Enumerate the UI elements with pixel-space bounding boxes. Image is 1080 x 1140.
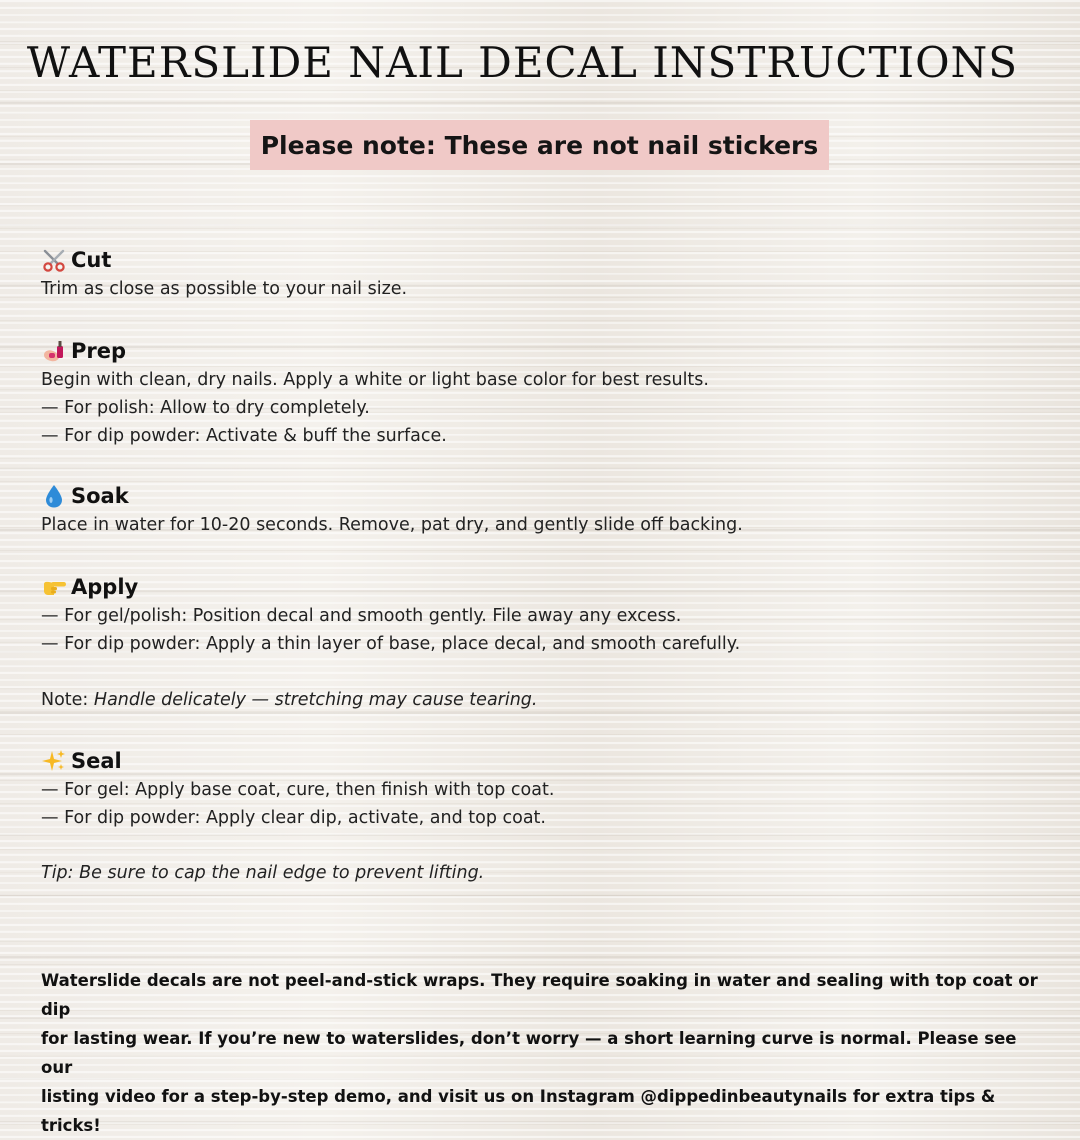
section-heading [41, 245, 1041, 275]
pointing-hand-icon [41, 574, 67, 600]
instruction-line: Place in water for 10-20 seconds. Remove, pat dry, and gently slide off backing. [41, 515, 743, 535]
footer-line: for lasting wear. If you’re new to waterslides, don’t worry — a short learning curve is normal. Please see our [41, 1029, 1017, 1077]
instruction-line: Begin with clean, dry nails. Apply a white or light base color for best results. [41, 370, 709, 390]
section-heading [41, 481, 1041, 511]
instruction-line: — For polish: Allow to dry completely. [41, 398, 370, 418]
scissors-icon [41, 247, 67, 273]
section-seal [41, 746, 1041, 887]
sparkles-icon [41, 748, 67, 774]
water-droplet-icon [41, 483, 67, 509]
instruction-line: — For gel: Apply base coat, cure, then finish with top coat. [41, 780, 555, 800]
page-title: WATERSLIDE NAIL DECAL INSTRUCTIONS [26, 38, 1019, 87]
section-heading [41, 746, 1041, 776]
instruction-line: — For gel/polish: Position decal and smooth gently. File away any excess. [41, 606, 682, 626]
note-label: Note: [41, 690, 89, 710]
instruction-line: Trim as close as possible to your nail size. [41, 279, 408, 299]
section-title: Seal [71, 749, 122, 773]
instruction-line: — For dip powder: Apply a thin layer of base, place decal, and smooth carefully. [41, 634, 741, 654]
instruction-line: — For dip powder: Apply clear dip, activate, and top coat. [41, 808, 546, 828]
section-title: Soak [71, 484, 129, 508]
nail-polish-icon [41, 338, 67, 364]
note-line [41, 686, 1041, 714]
footer-paragraph [41, 966, 1051, 1140]
section-soak [41, 481, 1041, 539]
section-cut [41, 245, 1041, 303]
tip-line: Tip: Be sure to cap the nail edge to prevent lifting. [41, 863, 485, 883]
section-heading [41, 572, 1041, 602]
section-title: Cut [71, 248, 112, 272]
section-title: Prep [71, 339, 127, 363]
section-apply [41, 572, 1041, 714]
footer-line: listing video for a step-by-step demo, and visit us on Instagram @dippedinbeautynails for extra tips & tricks! [41, 1087, 996, 1135]
instruction-line: — For dip powder: Activate & buff the surface. [41, 426, 447, 446]
section-prep [41, 336, 1041, 450]
section-title: Apply [71, 575, 139, 599]
section-heading [41, 336, 1041, 366]
note-text: Handle delicately — stretching may cause tearing. [93, 690, 538, 710]
notice-banner: Please note: These are not nail stickers [250, 120, 829, 170]
footer-line: Waterslide decals are not peel-and-stick wraps. They require soaking in water and sealing with top coat or dip [41, 971, 1038, 1019]
